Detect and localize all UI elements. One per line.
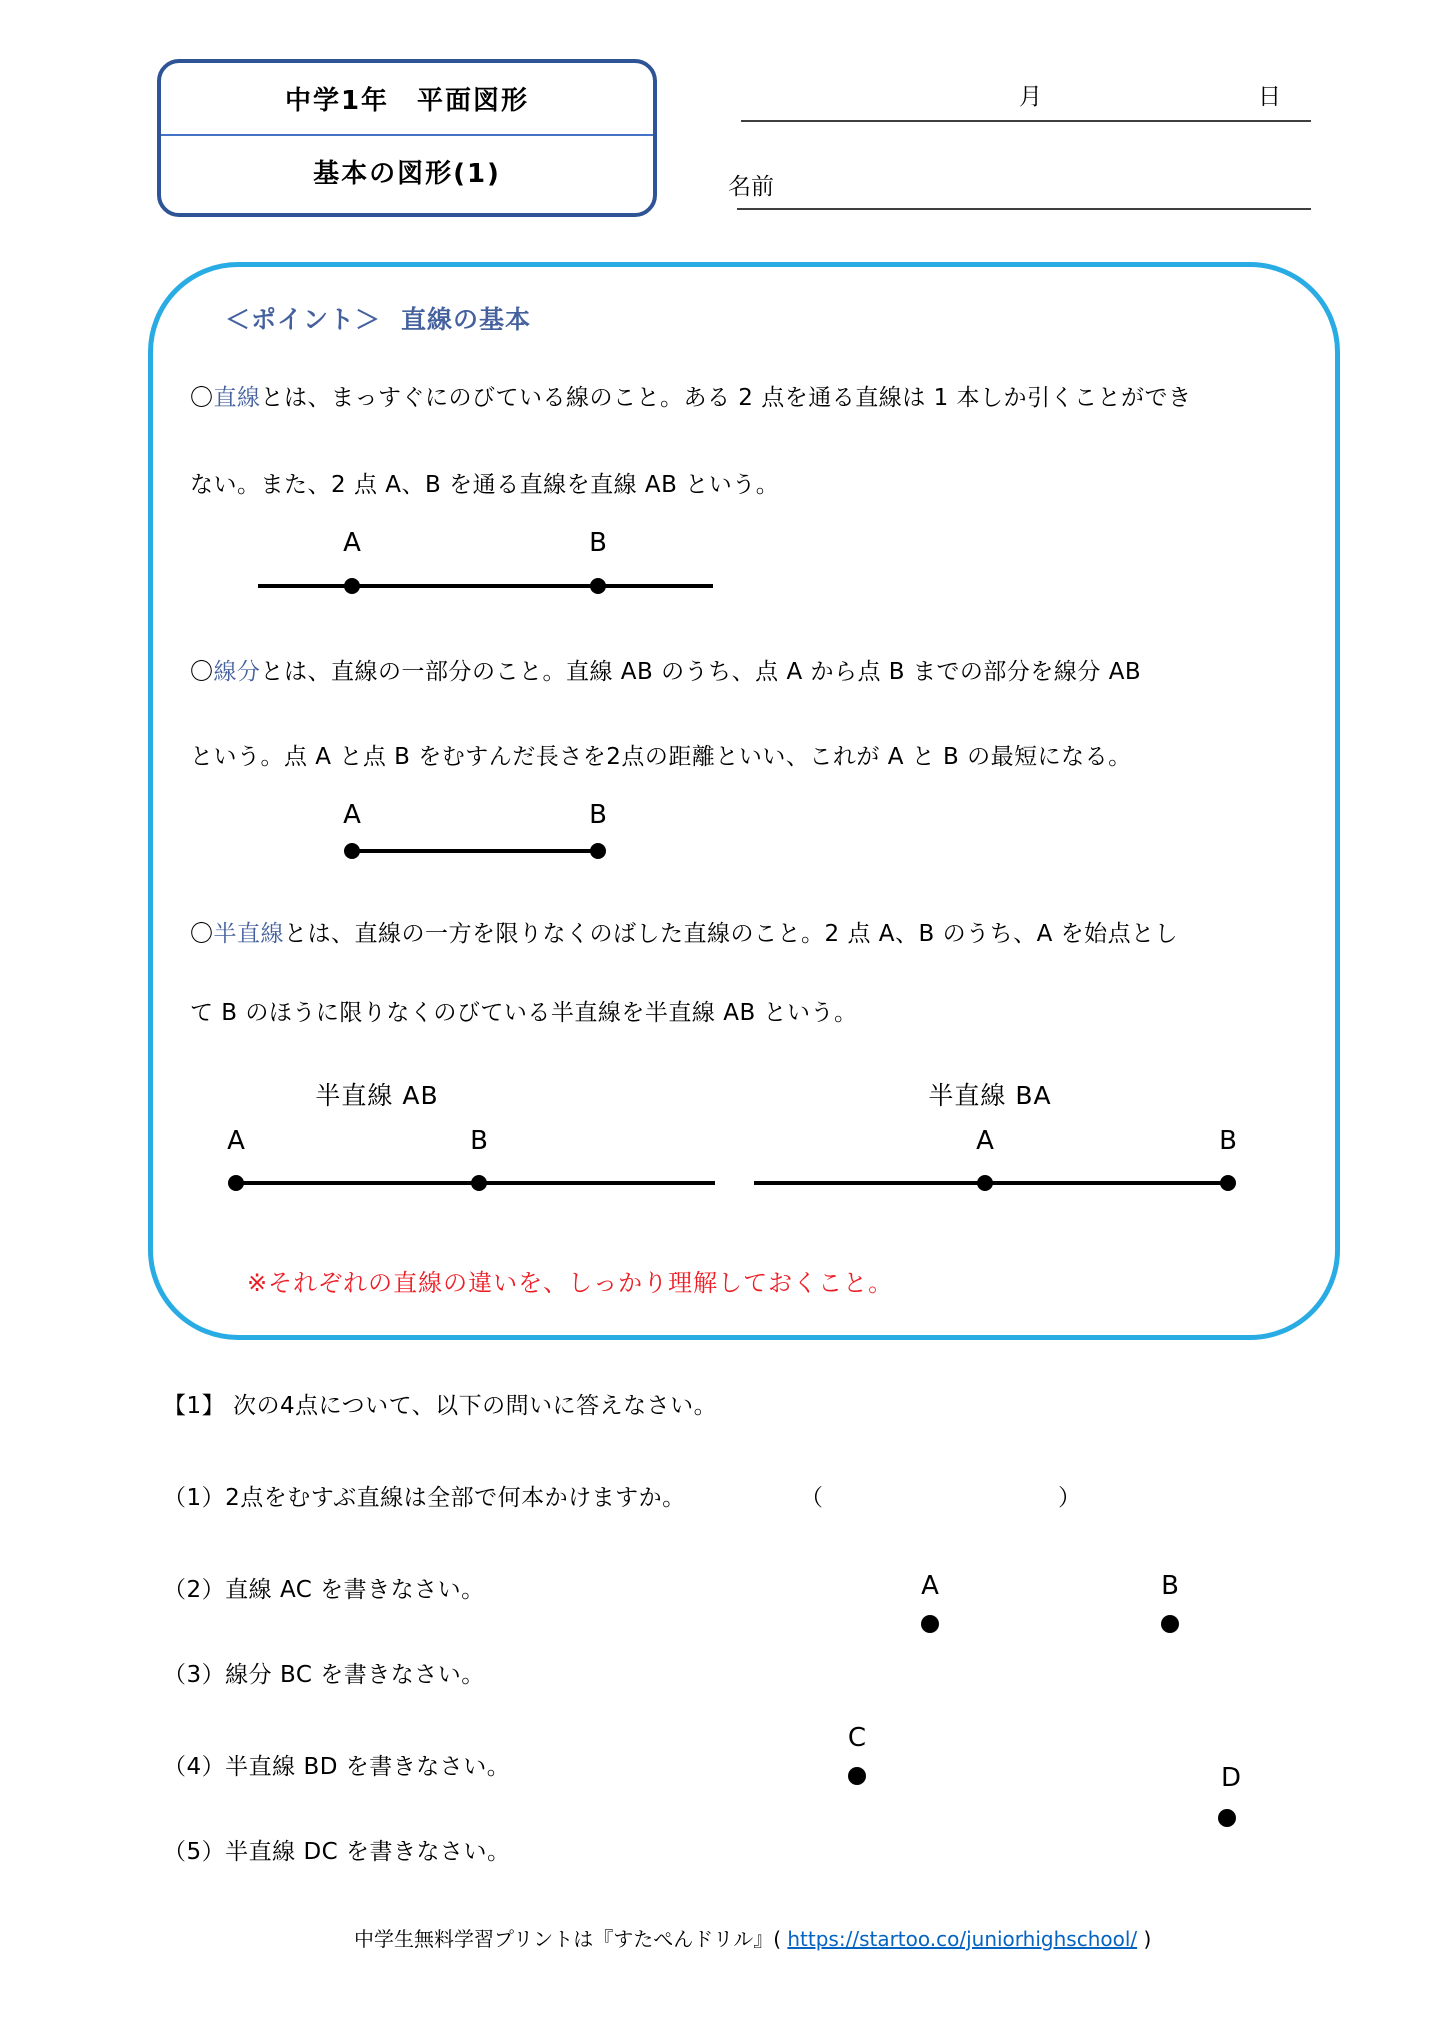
ray-ab-dot-b bbox=[471, 1175, 487, 1191]
note-text: ※それぞれの直線の違いを、しっかり理解しておくこと。 bbox=[247, 1269, 894, 1297]
segment-diagram-line bbox=[352, 849, 598, 853]
term-senbun: 線分 bbox=[213, 659, 261, 685]
ray-ab-dot-a bbox=[228, 1175, 244, 1191]
header-sheet-title: 基本の図形(1) bbox=[313, 159, 501, 189]
ray-ab-caption: 半直線 AB bbox=[315, 1081, 439, 1110]
figure-point-d-label: D bbox=[1220, 1763, 1242, 1793]
date-month-label: 月 bbox=[1019, 84, 1042, 110]
name-label: 名前 bbox=[728, 174, 774, 200]
segment-diagram-dot-b bbox=[590, 843, 606, 859]
date-underline bbox=[741, 120, 1311, 122]
question-4: （4）半直線 BD を書きなさい。 bbox=[163, 1754, 511, 1780]
header-title-box bbox=[157, 59, 657, 217]
point-title-bracket: ＜ポイント＞ bbox=[225, 305, 382, 334]
paragraph-bullet: 〇 bbox=[190, 921, 214, 947]
line-diagram-dot-b bbox=[590, 578, 606, 594]
header-unit-title: 中学1年 平面図形 bbox=[161, 63, 653, 136]
figure-point-a-dot bbox=[921, 1615, 939, 1633]
name-underline bbox=[737, 208, 1311, 210]
footer-link[interactable]: https://startoo.co/juniorhighschool/ bbox=[787, 1927, 1138, 1951]
ray-ba-label-a: A bbox=[976, 1126, 994, 1156]
line-diagram-dot-a bbox=[344, 578, 360, 594]
figure-point-b-label: B bbox=[1161, 1571, 1179, 1601]
question-3: （3）線分 BC を書きなさい。 bbox=[163, 1662, 485, 1688]
term-hanchokusen: 半直線 bbox=[213, 921, 284, 947]
definition-ray-row1 bbox=[190, 915, 1178, 948]
definition-segment-row1 bbox=[190, 653, 1141, 686]
figure-point-b-dot bbox=[1161, 1615, 1179, 1633]
question-2: （2）直線 AC を書きなさい。 bbox=[163, 1577, 485, 1603]
definition-line-row2: ない。また、2 点 A、B を通る直線を直線 AB という。 bbox=[190, 472, 780, 498]
definition-line-row1 bbox=[190, 379, 1192, 412]
answer-paren-close: ） bbox=[1058, 1485, 1082, 1511]
ray-ba-dot-a bbox=[977, 1175, 993, 1191]
figure-point-d-dot bbox=[1218, 1809, 1236, 1827]
ray-ab-label-a: A bbox=[227, 1126, 245, 1156]
paragraph-bullet: 〇 bbox=[190, 385, 214, 411]
segment-diagram-dot-a bbox=[344, 843, 360, 859]
question-5: （5）半直線 DC を書きなさい。 bbox=[163, 1839, 511, 1865]
definition-ray-row2: て B のほうに限りなくのびている半直線を半直線 AB という。 bbox=[190, 1000, 858, 1026]
definition-segment-text1: とは、直線の一部分のこと。直線 AB のうち、点 A から点 B までの部分を線分 AB bbox=[260, 659, 1142, 685]
figure-point-c-label: C bbox=[847, 1723, 867, 1753]
definition-segment-row2: という。点 A と点 B をむすんだ長さを2点の距離といい、これが A と B の最短になる。 bbox=[190, 744, 1132, 770]
figure-point-a-label: A bbox=[921, 1571, 939, 1601]
point-box-title bbox=[225, 300, 531, 336]
footer-prefix: 中学生無料学習プリントは『すたぺんドリル』( bbox=[354, 1927, 788, 1951]
question-1: （1）2点をむすぶ直線は全部で何本かけますか。 bbox=[163, 1485, 686, 1511]
problem-heading: 【1】 次の4点について、以下の問いに答えなさい。 bbox=[163, 1393, 718, 1419]
line-diagram-line bbox=[258, 584, 713, 588]
line-diagram-label-b: B bbox=[589, 528, 607, 558]
segment-diagram-label-a: A bbox=[343, 800, 361, 830]
definition-ray-text1: とは、直線の一方を限りなくのばした直線のこと。2 点 A、B のうち、A を始点とし bbox=[284, 921, 1179, 947]
footer-suffix: ) bbox=[1137, 1927, 1152, 1951]
point-title-text: 直線の基本 bbox=[401, 305, 532, 334]
term-chokusen: 直線 bbox=[213, 385, 261, 411]
ray-ab-label-b: B bbox=[470, 1126, 488, 1156]
point-box bbox=[148, 262, 1340, 1340]
definition-line-text1: とは、まっすぐにのびている線のこと。ある 2 点を通る直線は 1 本しか引くことができ bbox=[260, 385, 1192, 411]
line-diagram-label-a: A bbox=[343, 528, 361, 558]
figure-point-c-dot bbox=[848, 1767, 866, 1785]
ray-ba-label-b: B bbox=[1219, 1126, 1237, 1156]
paragraph-bullet: 〇 bbox=[190, 659, 214, 685]
date-day-label: 日 bbox=[1258, 84, 1281, 110]
footer-text bbox=[354, 1923, 1151, 1952]
ray-ba-dot-b bbox=[1220, 1175, 1236, 1191]
segment-diagram-label-b: B bbox=[589, 800, 607, 830]
answer-paren-open: （ bbox=[800, 1485, 824, 1511]
ray-ba-caption: 半直線 BA bbox=[928, 1081, 1052, 1110]
